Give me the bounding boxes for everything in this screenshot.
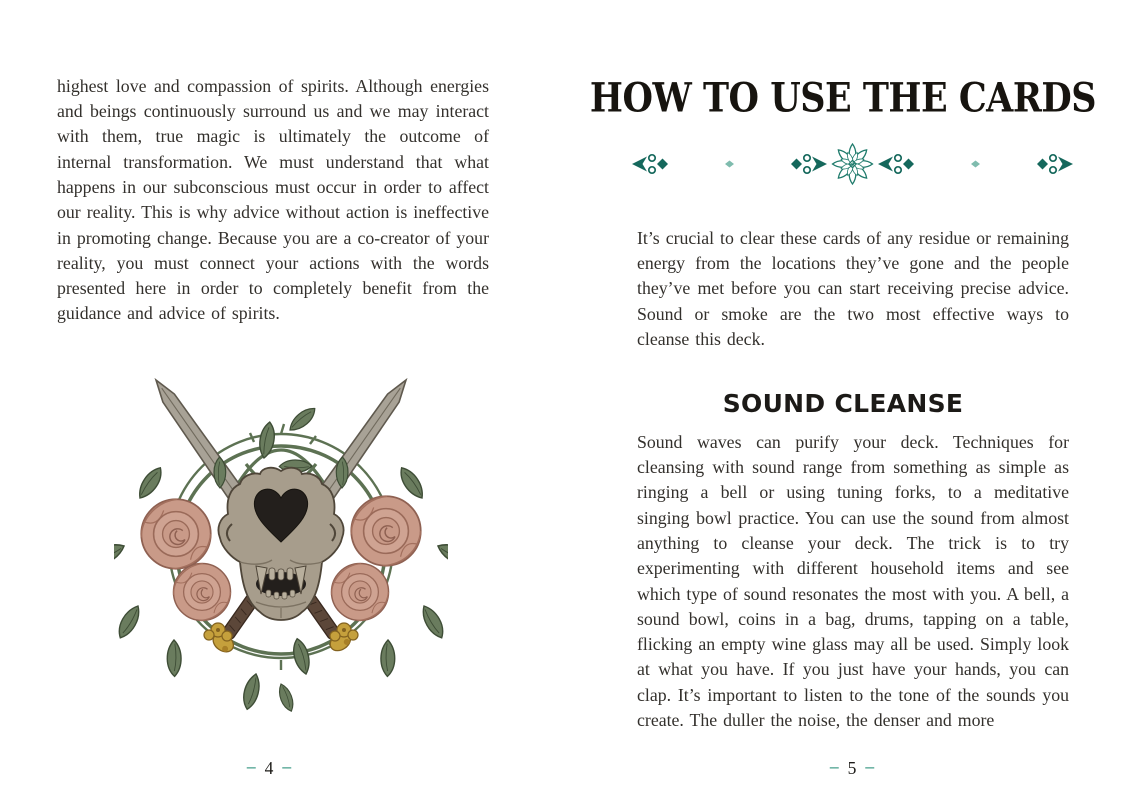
page-dash: – — [282, 756, 292, 776]
page-dash: – — [829, 756, 839, 776]
ornamental-divider — [632, 140, 1073, 188]
page-dash: – — [865, 756, 875, 776]
page-number-left — [0, 758, 550, 779]
chapter-title: HOW TO USE THE CARDS — [589, 75, 1097, 123]
cat-skull — [218, 468, 343, 620]
section-paragraph: Sound waves can purify your deck. Techniques for cleansing with sound range from something as simple as ringing a bell or using tuning forks, to a meditative singing bowl practice. You can use the sound from almost anything to cleanse your deck. The trick is to try experimenting with different household items and see which type of sound resonates the most with you. A bell, a sound bowl, coins in a bag, drums, tapping on a table, flicking an empty wine glass may all be used. Simply look at what you have. If you just have your hands, you can clap. It’s important to listen to the tone of the sounds you create. The duller the noise, the denser and more — [637, 431, 1069, 731]
intro-paragraph: It’s crucial to clear these cards of any residue or remaining energy from the locations they’ve gone and the people they’ve met before you can start receiving precise advice. Sound or smoke are the two most effective ways to cleanse this deck. — [637, 227, 1069, 349]
page-dash: – — [246, 756, 256, 776]
page-number-right — [571, 758, 1124, 779]
lotus-flower-icon — [833, 144, 873, 184]
skull-swords-roses-illustration — [114, 368, 448, 720]
top-leaf-cluster — [251, 407, 319, 478]
page-number-value: 5 — [847, 758, 857, 778]
right-page — [562, 0, 1124, 799]
page-number-value: 4 — [264, 758, 274, 778]
divider-graphic — [632, 140, 1073, 188]
left-page-paragraph: highest love and compassion of spirits. Although energies and beings continuously surround us and we may interact with them, true magic is ultimately the outcome of internal transformation. We must understand that what happens in our subconscious must occur in order to affect our reality. This is why advice without action is ineffective in promoting change. Because you are a co-creator of your reality, you must connect your actions with the words presented here in order to completely benefit from the guidance and advice of spirits. — [57, 75, 489, 324]
illustration-container — [114, 368, 448, 720]
section-heading: SOUND CLEANSE — [722, 388, 964, 418]
